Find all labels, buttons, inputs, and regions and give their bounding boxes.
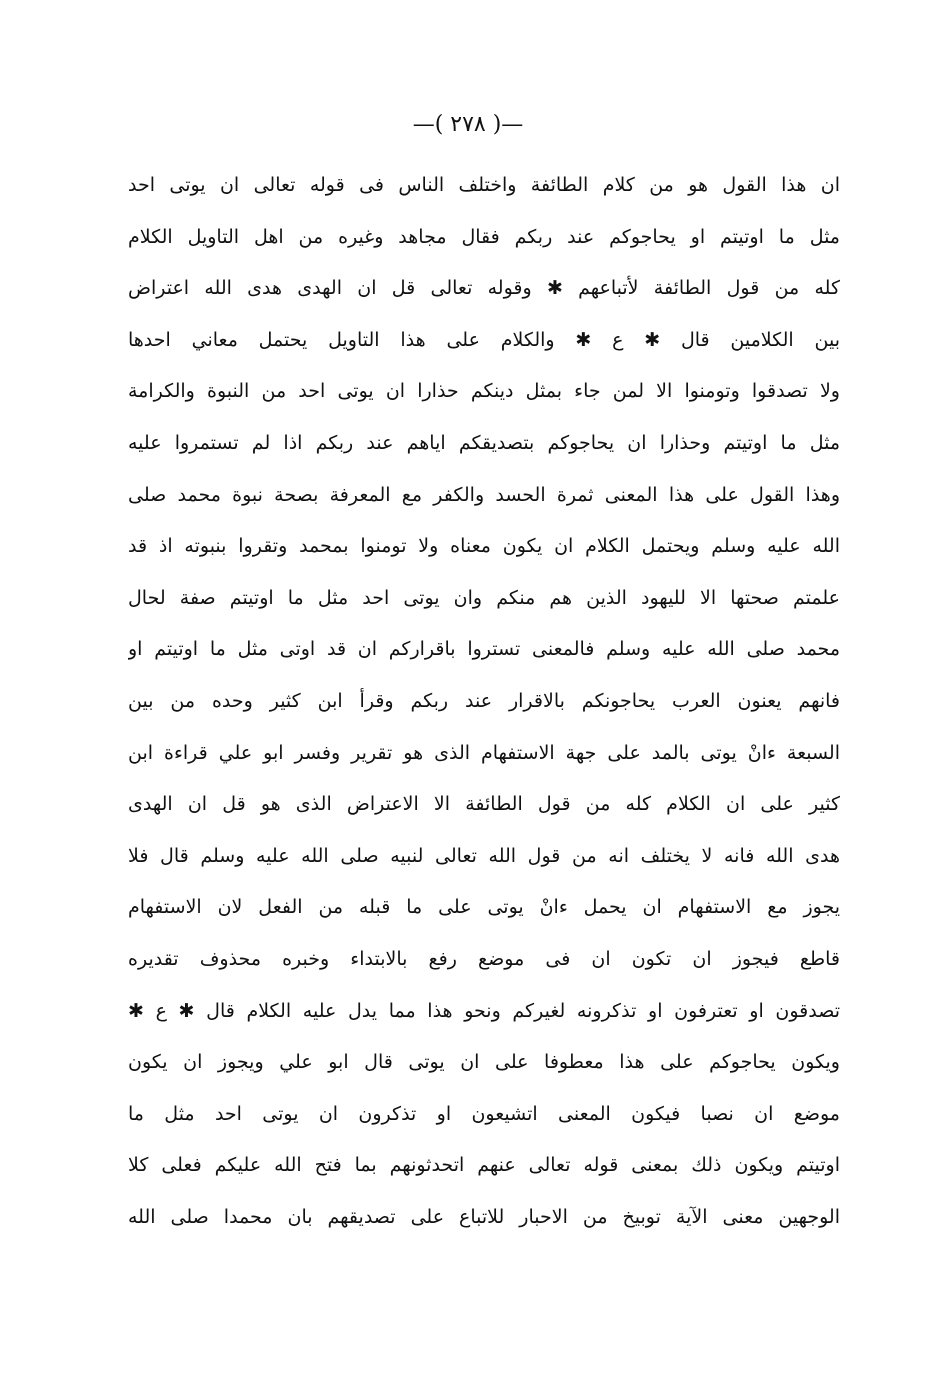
text-line: مثل ما اوتيتم وحذارا ان يحاجوكم بتصديقكم اياهم عند ربكم اذا لم تستمروا عليه xyxy=(128,431,840,454)
text-line: بين الكلامين قال ✱ ع ✱ والكلام على هذا التاويل يحتمل معاني احدها xyxy=(128,328,840,351)
text-line: كثير على ان الكلام كله من قول الطائفة الا الاعتراض الذى هو قل ان الهدى xyxy=(128,793,840,816)
text-line: مثل ما اوتيتم او يحاجوكم عند ربكم فقال مجاهد وغيره من اهل التاويل الكلام xyxy=(128,225,840,248)
text-line: تصدقون او تعترفون او تذكرونه لغيركم ونحو هذا مما يدل عليه الكلام قال ✱ ع ✱ xyxy=(128,999,840,1022)
text-line: وهذا القول على هذا المعنى ثمرة الحسد والكفر مع المعرفة بصحة نبوة محمد صلى xyxy=(128,483,840,506)
text-line: يجوز مع الاستفهام ان يحمل ءانْ يوتى على ما قبله من الفعل لان الاستفهام xyxy=(128,896,840,919)
text-line: قاطع فيجوز ان تكون ان فى موضع رفع بالابتداء وخبره محذوف تقديره xyxy=(128,947,840,970)
text-line: ويكون يحاجوكم على هذا معطوفا على ان يوتى قال ابو علي ويجوز ان يكون xyxy=(128,1051,840,1074)
text-line: الوجهين معنى الآية توبيخ من الاحبار للاتباع على تصديقهم بان محمدا صلى الله xyxy=(128,1205,840,1228)
text-line: الله عليه وسلم ويحتمل الكلام ان يكون معناه ولا تومنوا بمحمد وتقروا بنبوته اذ قد xyxy=(128,535,840,558)
text-line: علمتم صحتها الا لليهود الذين هم منكم وان يوتى احد مثل ما اوتيتم صفة لحال xyxy=(128,586,840,609)
text-line: فانهم يعنون العرب يحاجونكم بالاقرار عند ربكم وقرأ ابن كثير وحده من بين xyxy=(128,689,840,712)
text-line: كله من قول الطائفة لأتباعهم ✱ وقوله تعالى قل ان الهدى هدى الله اعتراض xyxy=(128,277,840,300)
text-line: السبعة ءانْ يوتى بالمد على جهة الاستفهام الذى هو تقرير وفسر ابو علي قراءة ابن xyxy=(128,741,840,764)
page-number: —( ٢٧٨ )— xyxy=(412,112,524,137)
text-line: ولا تصدقوا وتومنوا الا لمن جاء بمثل دينكم حذارا ان يوتى احد من النبوة والكرامة xyxy=(128,380,840,403)
text-line: موضع ان نصبا فيكون المعنى اتشيعون او تذكرون ان يوتى احد مثل ما xyxy=(128,1102,840,1125)
text-line: ان هذا القول هو من كلام الطائفة واختلف الناس فى قوله تعالى ان يوتى احد xyxy=(128,174,840,196)
text-line: اوتيتم ويكون ذلك بمعنى قوله تعالى عنهم اتحدثونهم بما فتح الله عليكم فعلى كلا xyxy=(128,1154,840,1177)
text-line: محمد صلى الله عليه وسلم فالمعنى تستروا باقراركم ان قد اوتى مثل ما اوتيتم او xyxy=(128,638,840,661)
body-text xyxy=(128,160,840,1243)
text-line: هدى الله فانه لا يختلف انه من قول الله تعالى لنبيه صلى الله عليه وسلم قال فلا xyxy=(128,844,840,867)
